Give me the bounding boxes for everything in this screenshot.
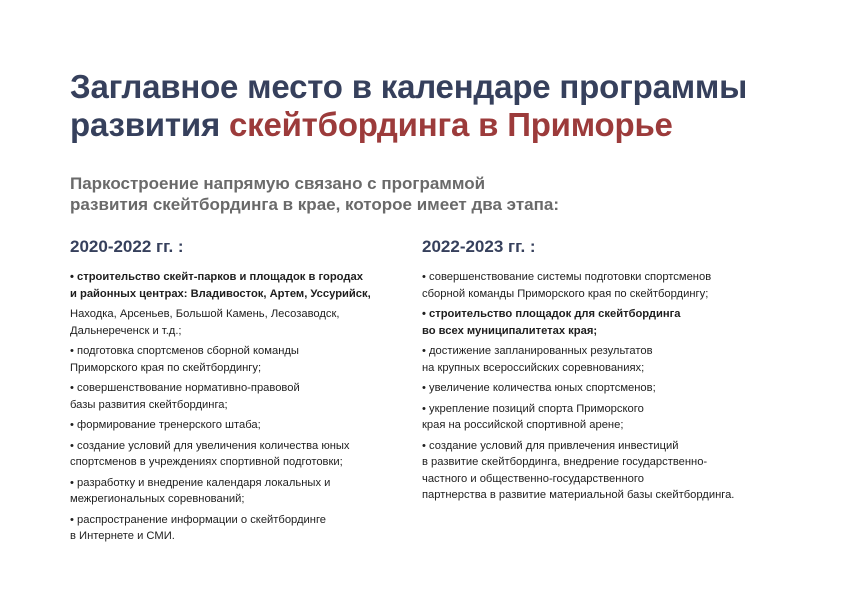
stage-1-item: • совершенствование нормативно-правовой базы развития скейтбординга; (70, 382, 300, 411)
stage-2-item: • создание условий для привлечения инвестиций в развитие скейтбординга, внедрение государственно- частного и общественно-государственного партнерства в развитие материальной базы скейтбординга. (422, 439, 735, 501)
stage-2-heading: 2022-2023 гг. : (422, 237, 536, 256)
stage-1-heading: 2020-2022 гг. : (70, 237, 184, 256)
stage-1-item: • формирование тренерского штаба; (70, 419, 261, 431)
title-line-2 (70, 106, 830, 144)
stage-1-item: • создание условий для увеличения количества юных спортсменов в учреждениях спортивной подготовки; (70, 439, 350, 468)
title-line-2-accent: скейтбординга в Приморье (228, 106, 673, 143)
title-line-2-plain: развития (70, 106, 229, 143)
page-title (70, 68, 830, 144)
stage-1-item: • разработку и внедрение календаря локальных и межрегиональных соревнований; (70, 476, 331, 505)
stage-1-column (70, 237, 450, 549)
stage-1-item: Находка, Арсеньев, Большой Камень, Лесозаводск, Дальнереченск и т.д.; (70, 308, 340, 337)
stage-1-item: • распространение информации о скейтбординге в Интернете и СМИ. (70, 513, 327, 542)
stage-2-column (422, 237, 832, 508)
stage-2-item: • увеличение количества юных спортсменов; (422, 382, 656, 394)
stage-1-item: • подготовка спортсменов сборной команды Приморского края по скейтбордингу; (70, 345, 299, 374)
stage-2-item: • укрепление позиций спорта Приморского края на российской спортивной арене; (422, 402, 644, 431)
title-line-1: Заглавное место в календаре программы (70, 68, 748, 105)
stage-2-item: • достижение запланированных результатов на крупных всероссийских соревнованиях; (422, 345, 653, 374)
subtitle: Паркостроение напрямую связано с программой развития скейтбординга в крае, которое имеет два этапа: (70, 174, 560, 214)
stage-2-item: • строительство площадок для скейтбординга во всех муниципалитетах края; (422, 308, 681, 337)
stage-2-item: • совершенствование системы подготовки спортсменов сборной команды Приморского края по скейтбордингу; (422, 271, 712, 300)
stage-1-item: • строительство скейт-парков и площадок в городах и районных центрах: Владивосток, Артем, Уссурийск, (70, 271, 371, 300)
